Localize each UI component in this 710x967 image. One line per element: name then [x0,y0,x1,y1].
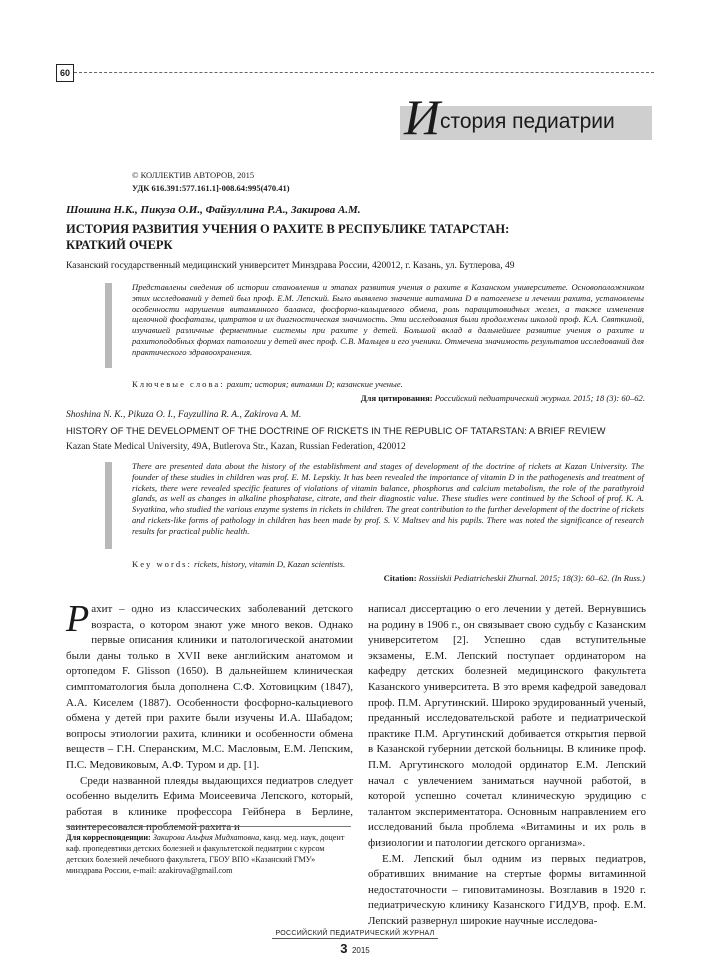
footer-year: 2015 [351,946,370,955]
affiliation-ru: Казанский государственный медицинский университет Минздрава России, 420012, г. Казань, ул. Бутлерова, 49 [66,261,515,271]
body-text: ахит – одно из классических заболеваний детского возраста, о котором знают уже много веков. Однако первые описания клиники и патологической анатомии были даны только в XVII веке английским анатомом и ортопедом F. Glisson (1650). В дальнейшем клиническая симптоматология была дополнена С.Ф. Хотовицким (1847), А.А. Киселем (1887). Особенности фосфорно-кальциевого обмена у детей при рахите были изучены И.А. Шабадом; вопросы этиологии рахита, клиники и особенности обмена веществ – Г.Н. Сперанским, М.С. Масловым, Е.М. Лепским, П.С. Медовиковым, А.Ф. Туром и др. [1]. [66,603,353,771]
correspondence-text: канд. мед. наук, доцент каф. пропедевтики детских болезней и факультетской педиатрии с курсом детских болезней лечебного факультета, ГБОУ ВПО «Казанский ГМУ» минздрава России, e-mail: azakirova@gmail.com [66,833,345,875]
footer-journal: РОССИЙСКИЙ ПЕДИАТРИЧЕСКИЙ ЖУРНАЛ [275,930,435,937]
correspondence-name: Закирова Альфия Мидхатовна, [152,833,262,842]
abstract-en: There are presented data about the history of the establishment and stages of development of the doctrine of rickets at Kazan University. The founder of these studies in children was prof. E. M. Lepskiy. It has been revealed the importance of vitamin D in the pathogenesis and treatment of rickets, there were revealed specific features of violations of vitamin balance, phosphorus and calcium metabolism, the role of the parathyroid glands, as well as changes in alkaline phosphatase, citrate, and their diagnostic value. These studies were continued by the School of prof. K. A. Svyatkina, who studied the various enzyme systems in rickets in children. The great contribution to the further development of the doctrine of rickets and rickets-like forms of pathology in children has been made by prof. S. V. Maltsev and his pupils. There was noted the significance of research results for practical public health. [132,461,644,536]
body-paragraph: Среди названной плеяды выдающихся педиатров следует особенно выделить Ефима Моисеевича Лепского, который, работая в клинике профессора Гейбнера в Берлине, заинтересовался проблемой рахита и [66,774,353,834]
correspondence-label: Для корреспонденции: [66,833,151,842]
title-line-2: КРАТКИЙ ОЧЕРК [66,238,173,252]
header-rule [74,72,654,73]
article-title-ru [66,221,626,253]
section-header-title: стория педиатрии [440,110,615,133]
citation-en-text: Rossiiskii Pediatricheskii Zhurnal. 2015; 18(3): 60–62. (In Russ.) [418,573,645,583]
footer-issue [0,940,710,958]
authors-ru: Шошина Н.К., Пикуза О.И., Файзуллина Р.А., Закирова А.М. [66,204,361,216]
title-line-1: ИСТОРИЯ РАЗВИТИЯ УЧЕНИЯ О РАХИТЕ В РЕСПУБЛИКЕ ТАТАРСТАН: [66,222,510,236]
authors-en: Shoshina N. K., Pikuza O. I., Fayzullina R. A., Zakirova A. M. [66,410,302,420]
citation-en [300,573,645,583]
keywords-ru [132,379,403,389]
body-column-left [66,598,353,836]
drop-cap: Р [66,598,90,640]
abstract-en-bar [105,462,112,549]
abstract-ru-bar [105,283,112,368]
body-column-right [368,602,646,929]
citation-en-label: Citation: [383,573,417,583]
keywords-en [132,559,345,569]
copyright: © КОЛЛЕКТИВ АВТОРОВ, 2015 [132,170,255,180]
section-header-initial: И [404,89,441,145]
abstract-ru: Представлены сведения об истории становления и этапах развития учения о рахите в Казанском университете. Основоположником этих исследований у детей был проф. Е.М. Лепский. Было выявлено значение витамина D в патогенезе и лечении рахита, установлены особенности нарушения витаминного баланса, фосфорно-кальциевого обмена, роль паращитовидных желез, а также изменения щелочной фосфатазы, цитратов и их диагностическая значимость. Эти исследования были продолжены школой проф. К.А. Святкиной, изучавшей различные ферментные системы при рахите у детей. Большой вклад в дальнейшее развитие учения о рахите и рахитоподобных формах патологии у детей внес проф. С.В. Мальцев и его ученики. Отмечена значимость результатов исследований для практического здравоохранения. [132,282,644,357]
citation-ru-text: Российский педиатрический журнал. 2015; 18 (3): 60–62. [434,393,645,403]
footer-rule [272,938,438,939]
udk-code: УДК 616.391:577.161.1]-008.64:995(470.41) [132,183,290,193]
keywords-ru-label: Ключевые слова: [132,379,225,389]
citation-ru [330,393,645,403]
article-title-en: HISTORY OF THE DEVELOPMENT OF THE DOCTRINE OF RICKETS IN THE REPUBLIC OF TATARSTAN: A BRIEF REVIEW [66,426,606,437]
keywords-en-label: Key words: [132,559,192,569]
body-paragraph: Е.М. Лепский был одним из первых педиатров, обративших внимание на стертые формы витаминной недостаточности – гиповитаминозы. Возглавив в 1920 г. педиатрическую клинику Казанского ГИДУВ, проф. Е.М. Лепский развернул широкие научные исследова- [368,852,646,927]
affiliation-en: Kazan State Medical University, 49A, Butlerova Str., Kazan, Russian Federation, 420012 [66,442,406,452]
citation-ru-label: Для цитирования: [360,393,433,403]
body-paragraph [66,598,353,774]
footer-issue-number: 3 [340,941,348,956]
page-number: 60 [56,64,74,82]
footnote-rule [66,826,351,827]
keywords-en-value: rickets, history, vitamin D, Kazan scientists. [194,559,346,569]
keywords-ru-value: рахит; история; витамин D; казанские ученые. [226,379,403,389]
correspondence-note [66,832,353,876]
body-paragraph: написал диссертацию о его лечении у детей. Вернувшись на родину в 1906 г., он связывает свою судьбу с Казанским университетом [2]. Успешно сдав вступительные экзамены, Е.М. Лепский поступает ординатором на кафедру детских болезней медицинского факультета Казанского университета. В это время кафедрой заведовал проф. П.М. Аргутинский. Широко эрудированный ученый, преданный исследовательской работе и педиатрической практике П.М. Аргутинский добивается открытия первой в Казанской губернии детской больницы. В клинике проф. П.М. Аргутинского молодой ординатор Е.М. Лепский начал с увлечением заниматься научной работой, в которой успешно сочетал клиническую эрудицию с талантом экспериментатора. Основным направлением его исследований была проблема «Витамины и их роль в физиологии и патологии детского организма». [368,603,646,849]
